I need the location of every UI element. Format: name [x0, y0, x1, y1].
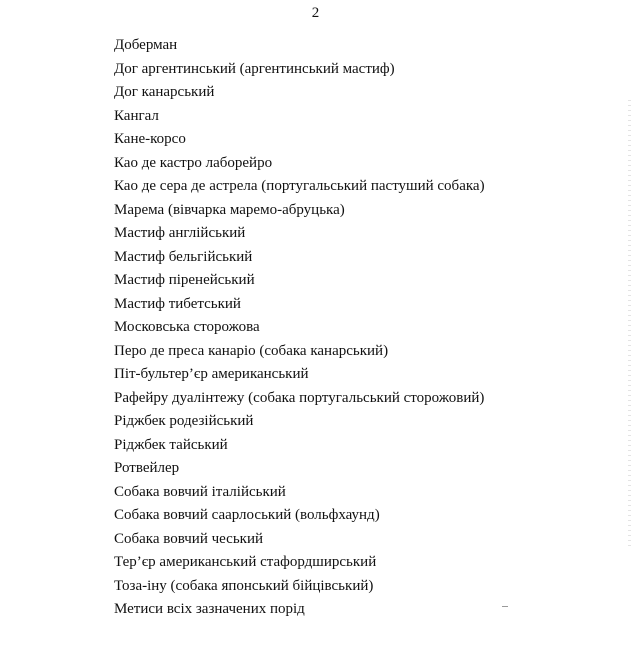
list-item: Кане-корсо — [114, 131, 186, 147]
list-item: Као де кастро лаборейро — [114, 154, 273, 171]
list-item: Тоза-іну (собака японський бійцівський) — [114, 577, 374, 594]
list-item: Рафейру дуалінтежу (собака португальський сторожовий) — [114, 389, 485, 406]
list-item: Ротвейлер — [114, 460, 180, 476]
list-item: Перо де преса канаріо (собака канарський) — [114, 342, 389, 359]
list-item: Мастиф піренейський — [114, 272, 255, 288]
list-item: Доберман — [114, 37, 178, 53]
list-item: Мастиф тибетський — [114, 295, 241, 312]
list-item: Піт-бультер’єр американський — [114, 366, 309, 382]
list-item: Мастиф бельгійський — [114, 248, 253, 265]
list-item: Собака вовчий чеський — [114, 530, 264, 547]
breed-list — [114, 34, 485, 622]
list-item: Собака вовчий італійський — [114, 483, 286, 500]
list-item: Ріджбек тайський — [114, 436, 228, 453]
list-item: Мастиф англійський — [114, 225, 246, 241]
list-item: Тер’єр американський стафордширський — [114, 554, 377, 570]
list-item: Дог аргентинський (аргентинський мастиф) — [114, 60, 395, 77]
list-item: Дог канарський — [114, 84, 215, 100]
list-item: Ріджбек родезійський — [114, 413, 254, 429]
list-item: Као де сера де астрела (португальський пастуший собака) — [114, 178, 485, 194]
list-item: Марема (вівчарка маремо-абруцька) — [114, 201, 345, 218]
page-number: 2 — [311, 5, 320, 21]
list-item: Метиси всіх зазначених порід — [114, 601, 305, 617]
scan-dash-artifact — [502, 606, 508, 607]
list-item: Кангал — [114, 107, 159, 124]
list-item: Московська сторожова — [114, 319, 260, 335]
list-item: Собака вовчий саарлоський (вольфхаунд) — [114, 507, 380, 523]
